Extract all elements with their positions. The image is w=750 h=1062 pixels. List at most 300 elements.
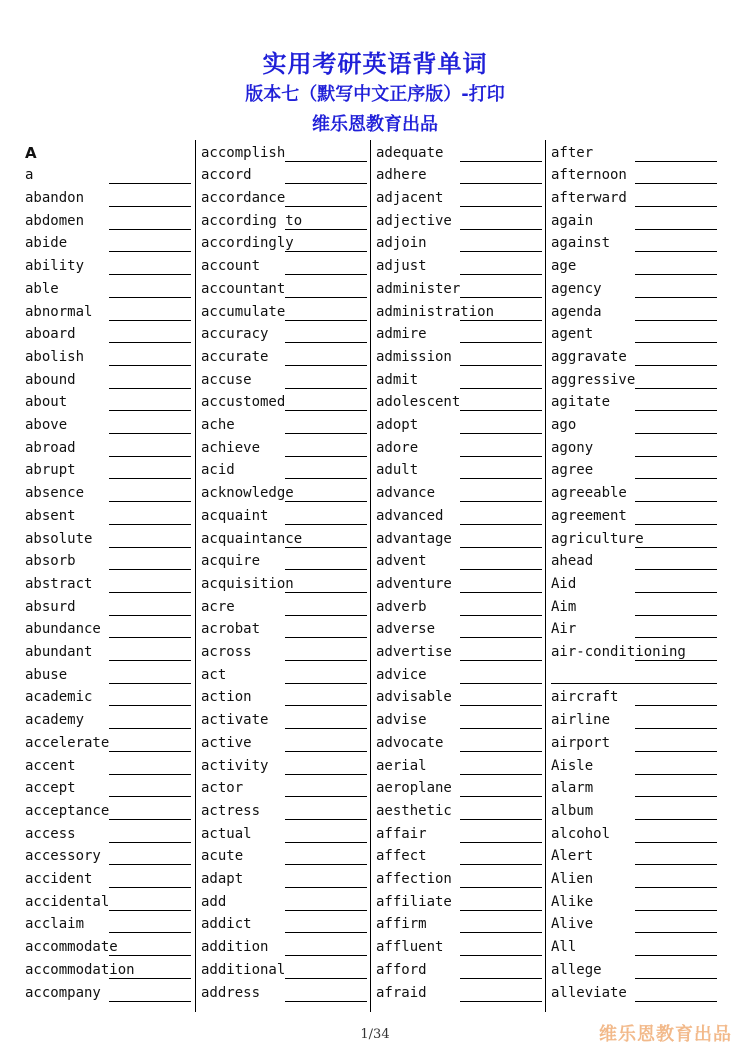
answer-blank-line[interactable] (109, 229, 191, 230)
answer-blank-line[interactable] (109, 637, 191, 638)
answer-blank-line[interactable] (635, 229, 717, 230)
answer-blank-line[interactable] (460, 1001, 542, 1002)
answer-blank-line[interactable] (635, 456, 717, 457)
vocab-word: addition (201, 939, 269, 956)
vocab-word: acquire (201, 553, 261, 570)
answer-blank-line[interactable] (285, 342, 367, 343)
answer-blank-line[interactable] (285, 751, 367, 752)
answer-blank-line[interactable] (285, 728, 367, 729)
answer-blank-line[interactable] (635, 206, 717, 207)
answer-blank-line[interactable] (460, 796, 542, 797)
word-row (376, 503, 542, 526)
vocab-word: aeroplane (376, 780, 452, 797)
vocab-word: aggressive (551, 371, 636, 388)
vocab-word: admission (376, 348, 452, 365)
word-row (201, 208, 367, 231)
vocab-word: accordance (201, 190, 286, 207)
word-row (201, 276, 367, 299)
answer-blank-line[interactable] (109, 547, 191, 548)
word-row (25, 980, 191, 1003)
vocab-word: accelerate (25, 734, 110, 751)
word-row (201, 435, 367, 458)
answer-blank-line[interactable] (109, 592, 191, 593)
answer-blank-line[interactable] (460, 342, 542, 343)
answer-blank-line[interactable] (635, 297, 717, 298)
word-row (551, 390, 717, 413)
word-row (25, 776, 191, 799)
vocab-word: ahead (551, 553, 594, 570)
word-row (376, 571, 542, 594)
answer-blank-line[interactable] (635, 320, 717, 321)
answer-blank-line[interactable] (285, 547, 367, 548)
word-row (25, 412, 191, 435)
vocab-word: absence (25, 485, 85, 502)
word-row (201, 526, 367, 549)
word-row (25, 231, 191, 254)
vocab-word: access (25, 825, 76, 842)
answer-blank-line[interactable] (460, 183, 542, 184)
answer-blank-line[interactable] (109, 955, 191, 956)
answer-blank-line[interactable] (635, 932, 717, 933)
answer-blank-line[interactable] (635, 1001, 717, 1002)
answer-blank-line[interactable] (460, 501, 542, 502)
answer-blank-line[interactable] (460, 910, 542, 911)
answer-blank-line[interactable] (635, 433, 717, 434)
answer-blank-line[interactable] (285, 932, 367, 933)
vocab-word: aboard (25, 326, 76, 343)
vocab-word: Alien (551, 871, 594, 888)
vocab-word: Aisle (551, 757, 594, 774)
vocab-word: accuracy (201, 326, 269, 343)
answer-blank-line[interactable] (109, 206, 191, 207)
word-row (201, 889, 367, 912)
word-row (376, 639, 542, 662)
answer-blank-line[interactable] (635, 910, 717, 911)
vocab-word: account (201, 258, 261, 275)
word-row (25, 912, 191, 935)
vocab-word: accountant (201, 280, 286, 297)
vocab-word: agitate (551, 394, 611, 411)
vocab-word: ache (201, 417, 235, 434)
answer-blank-line[interactable] (460, 410, 542, 411)
answer-blank-line[interactable] (460, 887, 542, 888)
vocab-word: advise (376, 712, 427, 729)
answer-blank-line[interactable] (635, 342, 717, 343)
answer-blank-line[interactable] (285, 297, 367, 298)
answer-blank-line[interactable] (635, 751, 717, 752)
vocab-word: affection (376, 871, 452, 888)
word-row (376, 957, 542, 980)
answer-blank-line[interactable] (635, 774, 717, 775)
answer-blank-line[interactable] (109, 910, 191, 911)
answer-blank-line[interactable] (109, 320, 191, 321)
word-row (376, 708, 542, 731)
answer-blank-line[interactable] (635, 547, 717, 548)
answer-blank-line[interactable] (635, 796, 717, 797)
answer-blank-line[interactable] (635, 524, 717, 525)
vocab-word: accomplish (201, 144, 286, 161)
vocab-word: activity (201, 757, 269, 774)
vocab-word: accessory (25, 848, 101, 865)
word-row (551, 730, 717, 753)
answer-blank-line[interactable] (285, 955, 367, 956)
answer-blank-line[interactable] (109, 1001, 191, 1002)
vocab-word: Air (551, 621, 577, 638)
answer-blank-line[interactable] (635, 365, 717, 366)
word-row (25, 481, 191, 504)
vocab-word: acquisition (201, 575, 294, 592)
word-row (201, 957, 367, 980)
answer-blank-line[interactable] (285, 501, 367, 502)
vocab-word: affluent (376, 939, 444, 956)
word-row (551, 617, 717, 640)
answer-blank-line[interactable] (635, 819, 717, 820)
answer-blank-line[interactable] (109, 932, 191, 933)
answer-blank-line[interactable] (635, 842, 717, 843)
answer-blank-line[interactable] (460, 547, 542, 548)
answer-blank-line[interactable] (285, 569, 367, 570)
answer-blank-line[interactable] (635, 864, 717, 865)
vocab-word: advantage (376, 530, 452, 547)
vocab-word: accept (25, 780, 76, 797)
answer-blank-line[interactable] (460, 365, 542, 366)
answer-blank-line[interactable] (109, 569, 191, 570)
word-row (551, 753, 717, 776)
word-row (25, 571, 191, 594)
word-row (25, 594, 191, 617)
word-row (201, 481, 367, 504)
word-row (551, 503, 717, 526)
vocab-word: actual (201, 825, 252, 842)
vocab-word: academic (25, 689, 93, 706)
word-row (25, 866, 191, 889)
answer-blank-line[interactable] (460, 206, 542, 207)
answer-blank-line[interactable] (635, 410, 717, 411)
answer-blank-line[interactable] (285, 183, 367, 184)
answer-blank-line[interactable] (109, 728, 191, 729)
vocab-word: accident (25, 871, 93, 888)
answer-blank-line[interactable] (635, 501, 717, 502)
answer-blank-line[interactable] (285, 910, 367, 911)
answer-blank-line[interactable] (109, 365, 191, 366)
answer-blank-line[interactable] (460, 705, 542, 706)
answer-blank-line[interactable] (460, 932, 542, 933)
word-row (201, 639, 367, 662)
vocab-word: agree (551, 462, 594, 479)
answer-blank-line[interactable] (460, 229, 542, 230)
word-row (376, 140, 542, 163)
answer-blank-line[interactable] (109, 978, 191, 979)
answer-blank-line[interactable] (285, 705, 367, 706)
vocab-word: against (551, 235, 611, 252)
vocab-word: alarm (551, 780, 594, 797)
word-row (376, 662, 542, 685)
vocab-word: Aid (551, 575, 577, 592)
answer-blank-line[interactable] (109, 478, 191, 479)
word-row (376, 458, 542, 481)
answer-blank-line[interactable] (635, 615, 717, 616)
answer-blank-line[interactable] (285, 774, 367, 775)
answer-blank-line[interactable] (285, 229, 367, 230)
vocab-word: aggravate (551, 348, 627, 365)
answer-blank-line[interactable] (460, 864, 542, 865)
answer-blank-line[interactable] (635, 978, 717, 979)
answer-blank-line[interactable] (285, 592, 367, 593)
answer-blank-line[interactable] (109, 751, 191, 752)
answer-blank-line[interactable] (109, 456, 191, 457)
answer-blank-line[interactable] (635, 251, 717, 252)
answer-blank-line[interactable] (460, 774, 542, 775)
answer-blank-line[interactable] (109, 297, 191, 298)
word-row (551, 549, 717, 572)
word-row (201, 140, 367, 163)
word-row (376, 481, 542, 504)
answer-blank-line[interactable] (109, 388, 191, 389)
answer-blank-line[interactable] (285, 683, 367, 684)
vocab-word: advance (376, 485, 436, 502)
word-row (201, 685, 367, 708)
word-row (25, 254, 191, 277)
answer-blank-line[interactable] (285, 365, 367, 366)
word-row (551, 912, 717, 935)
word-row (376, 844, 542, 867)
answer-blank-line[interactable] (109, 796, 191, 797)
answer-blank-line[interactable] (285, 615, 367, 616)
word-row (376, 367, 542, 390)
answer-blank-line[interactable] (460, 819, 542, 820)
vocab-word: able (25, 280, 59, 297)
vocab-word: agreeable (551, 485, 627, 502)
word-column-4 (545, 140, 720, 1012)
word-row (201, 299, 367, 322)
word-row (551, 231, 717, 254)
answer-blank-line[interactable] (285, 637, 367, 638)
answer-blank-line[interactable] (109, 501, 191, 502)
word-row (25, 435, 191, 458)
answer-blank-line[interactable] (285, 524, 367, 525)
answer-blank-line[interactable] (109, 183, 191, 184)
answer-blank-line[interactable] (460, 660, 542, 661)
vocab-word: abundance (25, 621, 101, 638)
answer-blank-line[interactable] (109, 705, 191, 706)
vocab-word: acceptance (25, 802, 110, 819)
answer-blank-line[interactable] (635, 478, 717, 479)
answer-blank-line[interactable] (460, 274, 542, 275)
vocab-word: agent (551, 326, 594, 343)
answer-blank-line[interactable] (285, 410, 367, 411)
word-row (551, 685, 717, 708)
answer-blank-line[interactable] (109, 660, 191, 661)
answer-blank-line[interactable] (285, 161, 367, 162)
page-number: 1/34 (360, 1027, 390, 1042)
answer-blank-line[interactable] (635, 388, 717, 389)
word-row (25, 639, 191, 662)
vocab-word: adverse (376, 621, 436, 638)
answer-blank-line[interactable] (635, 274, 717, 275)
word-row (551, 367, 717, 390)
answer-blank-line[interactable] (109, 683, 191, 684)
answer-blank-line[interactable] (460, 751, 542, 752)
answer-blank-line[interactable] (460, 978, 542, 979)
word-row (551, 844, 717, 867)
word-row (376, 912, 542, 935)
vocab-word: acute (201, 848, 244, 865)
word-row (201, 163, 367, 186)
answer-blank-line[interactable] (285, 978, 367, 979)
vocab-word: adore (376, 439, 419, 456)
answer-blank-line[interactable] (285, 864, 367, 865)
answer-blank-line[interactable] (285, 206, 367, 207)
word-row (551, 594, 717, 617)
answer-blank-line[interactable] (460, 683, 542, 684)
publisher-label: 维乐恩教育出品 (312, 114, 438, 135)
word-row (25, 935, 191, 958)
word-row (376, 730, 542, 753)
word-row (201, 571, 367, 594)
vocab-word: accompany (25, 984, 101, 1001)
answer-blank-line[interactable] (109, 864, 191, 865)
answer-blank-line[interactable] (109, 524, 191, 525)
answer-blank-line[interactable] (109, 342, 191, 343)
word-row (201, 798, 367, 821)
word-row (551, 163, 717, 186)
answer-blank-line[interactable] (109, 274, 191, 275)
vocab-word: affect (376, 848, 427, 865)
vocab-word: airline (551, 712, 611, 729)
answer-blank-line[interactable] (285, 478, 367, 479)
word-row (551, 412, 717, 435)
word-row (25, 889, 191, 912)
answer-blank-line[interactable] (285, 274, 367, 275)
vocab-word: again (551, 212, 594, 229)
answer-blank-line[interactable] (285, 796, 367, 797)
vocab-word: All (551, 939, 577, 956)
answer-blank-line[interactable] (635, 955, 717, 956)
answer-blank-line[interactable] (460, 251, 542, 252)
answer-blank-line[interactable] (285, 433, 367, 434)
word-row (551, 571, 717, 594)
answer-blank-line[interactable] (635, 728, 717, 729)
answer-blank-line[interactable] (460, 728, 542, 729)
answer-blank-line[interactable] (460, 161, 542, 162)
answer-blank-line[interactable] (285, 842, 367, 843)
vocab-word: academy (25, 712, 85, 729)
vocab-word: afford (376, 961, 427, 978)
answer-blank-line[interactable] (109, 887, 191, 888)
answer-blank-line[interactable] (109, 251, 191, 252)
answer-blank-line[interactable] (635, 660, 717, 661)
answer-blank-line[interactable] (285, 819, 367, 820)
answer-blank-line[interactable] (460, 320, 542, 321)
answer-blank-line[interactable] (109, 433, 191, 434)
answer-blank-line[interactable] (109, 842, 191, 843)
word-row (551, 276, 717, 299)
answer-blank-line[interactable] (635, 637, 717, 638)
answer-blank-line[interactable] (109, 615, 191, 616)
answer-blank-line[interactable] (460, 456, 542, 457)
vocab-word: adverb (376, 598, 427, 615)
word-row (551, 299, 717, 322)
answer-blank-line[interactable] (285, 456, 367, 457)
answer-blank-line[interactable] (109, 819, 191, 820)
answer-blank-line[interactable] (551, 683, 717, 684)
answer-blank-line[interactable] (460, 297, 542, 298)
word-row (25, 821, 191, 844)
vocab-word: abandon (25, 190, 85, 207)
vocab-word: Alive (551, 916, 594, 933)
vocab-word: administration (376, 303, 495, 320)
vocab-word: acclaim (25, 916, 85, 933)
vocab-word: absorb (25, 553, 76, 570)
vocab-word: agreement (551, 507, 627, 524)
answer-blank-line[interactable] (285, 320, 367, 321)
answer-blank-line[interactable] (285, 660, 367, 661)
answer-blank-line[interactable] (635, 161, 717, 162)
vocab-word: admire (376, 326, 427, 343)
answer-blank-line[interactable] (460, 637, 542, 638)
word-row (201, 776, 367, 799)
word-row (376, 798, 542, 821)
answer-blank-line[interactable] (635, 592, 717, 593)
vocab-word: advanced (376, 507, 444, 524)
answer-blank-line[interactable] (460, 842, 542, 843)
answer-blank-line[interactable] (460, 478, 542, 479)
answer-blank-line[interactable] (109, 774, 191, 775)
word-row (25, 390, 191, 413)
answer-blank-line[interactable] (635, 705, 717, 706)
answer-blank-line[interactable] (460, 388, 542, 389)
answer-blank-line[interactable] (635, 569, 717, 570)
vocab-word: accumulate (201, 303, 286, 320)
vocab-word: accommodate (25, 939, 118, 956)
vocab-word: adjust (376, 258, 427, 275)
word-row (376, 208, 542, 231)
word-row (376, 980, 542, 1003)
answer-blank-line[interactable] (460, 615, 542, 616)
vocab-word: age (551, 258, 577, 275)
answer-blank-line[interactable] (460, 569, 542, 570)
answer-blank-line[interactable] (635, 183, 717, 184)
answer-blank-line[interactable] (285, 251, 367, 252)
vocab-word: after (551, 144, 594, 161)
vocab-word: adult (376, 462, 419, 479)
word-row (376, 617, 542, 640)
vocab-word: administer (376, 280, 461, 297)
answer-blank-line[interactable] (460, 433, 542, 434)
answer-blank-line[interactable] (460, 592, 542, 593)
word-row (25, 299, 191, 322)
word-row (201, 254, 367, 277)
vocab-word: absolute (25, 530, 93, 547)
word-row (201, 458, 367, 481)
vocab-word: advent (376, 553, 427, 570)
answer-blank-line[interactable] (285, 1001, 367, 1002)
answer-blank-line[interactable] (285, 388, 367, 389)
answer-blank-line[interactable] (460, 955, 542, 956)
word-row (376, 526, 542, 549)
answer-blank-line[interactable] (460, 524, 542, 525)
word-row (201, 367, 367, 390)
vocab-word: ability (25, 258, 85, 275)
answer-blank-line[interactable] (285, 887, 367, 888)
vocab-word: Alert (551, 848, 594, 865)
answer-blank-line[interactable] (109, 410, 191, 411)
word-row (551, 322, 717, 345)
vocab-word: agriculture (551, 530, 644, 547)
answer-blank-line[interactable] (635, 887, 717, 888)
word-row (25, 458, 191, 481)
word-row (376, 276, 542, 299)
